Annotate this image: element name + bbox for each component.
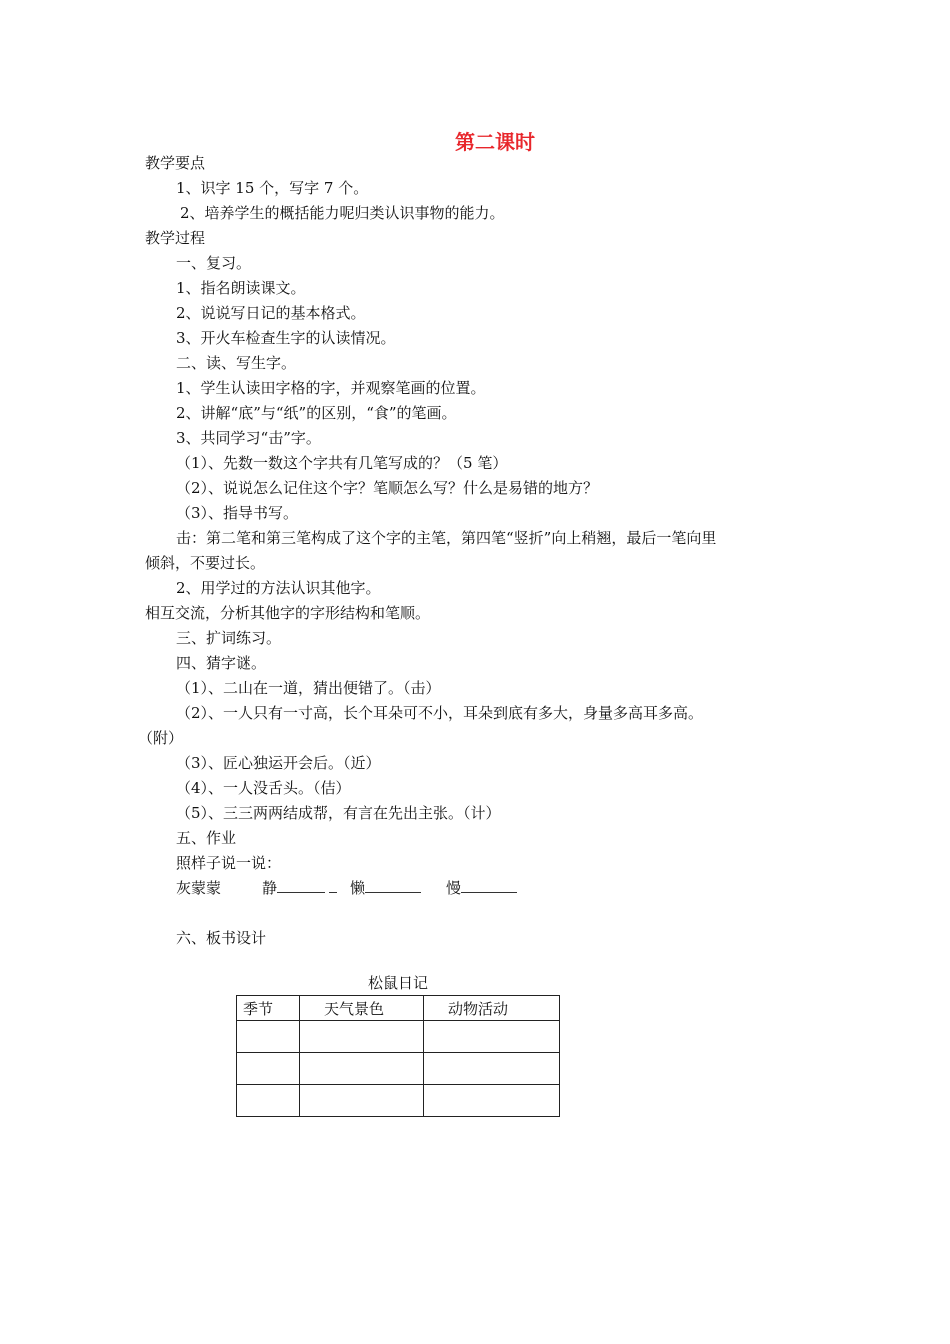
text-line: 六、板书设计 (176, 929, 267, 947)
riddle-line: （1）、二山在一道，猜出便错了。（击） (176, 679, 441, 697)
text-line: 3、共同学习“击”字。 (176, 429, 321, 447)
text-line: 2、讲解“底”与“纸”的区别，“食”的笔画。 (176, 404, 457, 422)
table-cell (424, 1021, 560, 1053)
fill-blank (277, 880, 325, 893)
fill-blank (329, 880, 337, 893)
table-cell (237, 1021, 300, 1053)
column-header: 季节 (237, 996, 300, 1021)
table-row (237, 1085, 560, 1117)
page-title: 第二课时 (455, 130, 535, 154)
text-line: 击：第二笔和第三笔构成了这个字的主笔，第四笔“竖折”向上稍翘，最后一笔向里 (176, 529, 717, 547)
text-line: 四、猜字谜。 (176, 654, 267, 672)
board-table (236, 995, 560, 1117)
text-line: （2）、说说怎么记住这个字？笔顺怎么写？什么是易错的地方？ (176, 479, 599, 497)
text-line: 2、培养学生的概括能力呢归类认识事物的能力。 (180, 204, 505, 222)
section-heading-process: 教学过程 (145, 229, 206, 247)
text-line: 3、开火车检查生字的认读情况。 (176, 329, 396, 347)
table-cell (237, 1085, 300, 1117)
table-cell (300, 1021, 424, 1053)
text-line: 二、读、写生字。 (176, 354, 297, 372)
text-line: 倾斜，不要过长。 (145, 554, 266, 572)
example-prompt (446, 878, 517, 898)
riddle-answer: （附） (138, 729, 184, 747)
text-line: 1、学生认读田字格的字，并观察笔画的位置。 (176, 379, 486, 397)
example-prompt (350, 878, 421, 898)
text-line: 照样子说一说： (176, 854, 282, 872)
example-word: 静 (262, 879, 278, 897)
riddle-line: （2）、一人只有一寸高，长个耳朵可不小，耳朵到底有多大，身量多高耳多高。 (176, 704, 704, 722)
fill-blank (365, 880, 421, 893)
text-line: 一、复习。 (176, 254, 252, 272)
example-prompt (262, 878, 337, 898)
table-cell (424, 1085, 560, 1117)
example-word: 灰蒙蒙 (176, 879, 222, 897)
text-line: （3）、指导书写。 (176, 504, 299, 522)
text-line: 2、用学过的方法认识其他字。 (176, 579, 381, 597)
riddle-line: （4）、一人没舌头。（佶） (176, 779, 351, 797)
text-line: （1）、先数一数这个字共有几笔写成的？（5 笔） (176, 454, 508, 472)
section-heading-key-points: 教学要点 (145, 154, 206, 172)
text-line: 相互交流，分析其他字的字形结构和笔顺。 (145, 604, 431, 622)
column-header: 动物活动 (424, 996, 560, 1021)
riddle-line: （3）、匠心独运开会后。（近） (176, 754, 381, 772)
table-cell (237, 1053, 300, 1085)
example-word: 懒 (350, 879, 366, 897)
riddle-line: （5）、三三两两结成帮，有言在先出主张。（计） (176, 804, 501, 822)
table-cell (300, 1085, 424, 1117)
table-cell (300, 1053, 424, 1085)
text-line: 1、指名朗读课文。 (176, 279, 306, 297)
text-line: 五、作业 (176, 829, 237, 847)
table-header-row (237, 996, 560, 1021)
fill-blank (461, 880, 517, 893)
table-row (237, 1021, 560, 1053)
board-caption: 松鼠日记 (367, 974, 428, 992)
text-line: 2、说说写日记的基本格式。 (176, 304, 366, 322)
text-line: 三、扩词练习。 (176, 629, 282, 647)
table-cell (424, 1053, 560, 1085)
table-row (237, 1053, 560, 1085)
example-word: 慢 (446, 879, 462, 897)
text-line: 1、识字 15 个，写字 7 个。 (176, 179, 369, 197)
column-header: 天气景色 (300, 996, 424, 1021)
